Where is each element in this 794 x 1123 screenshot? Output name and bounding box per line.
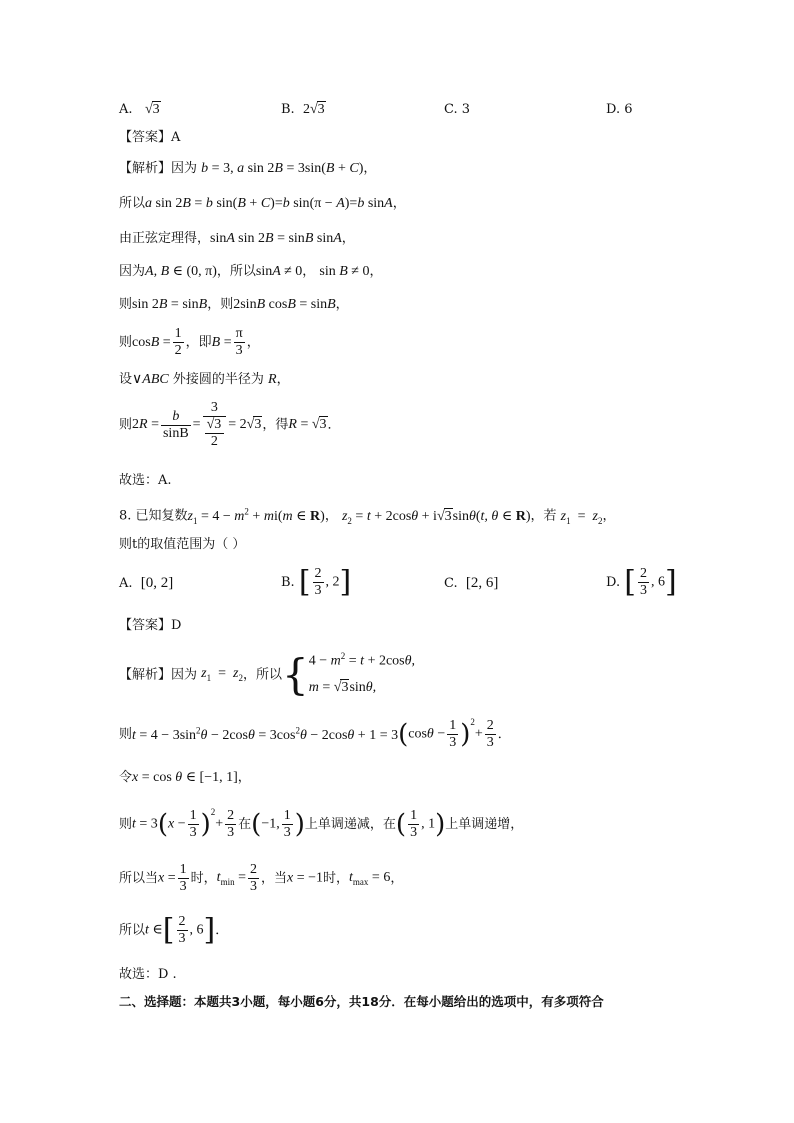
text: 8. 已知复数 xyxy=(119,508,188,524)
q8-option-a: A. [0, 2] xyxy=(119,575,174,591)
q7-option-a: A. √3 xyxy=(119,102,160,117)
text: 因为 xyxy=(119,264,146,279)
text: 则 xyxy=(119,335,133,351)
text: 时， xyxy=(190,871,217,887)
q7-final xyxy=(119,474,172,487)
analysis-label: 【解析】 xyxy=(119,161,172,176)
text: 时， xyxy=(323,871,350,887)
answer-value: D xyxy=(171,618,182,633)
q8-analysis-line-2: 则$t = 4 - 3\sin^2\theta - 2\cos\theta = 3\cos^2\theta - 2\cos\theta + 1 = 3(\cos\theta$ − $\frac{1}{3}$ )$^2$+ $\frac{2}{3}$ ． xyxy=(119,717,511,751)
q7-analysis-line-2: 所以a sin 2B = b sin(B + C)=b sin(π − A)=b sinA， xyxy=(119,196,406,211)
text: ，即 xyxy=(185,335,212,351)
q8-analysis-line-3: 令x = cos θ ∈ [−1, 1]， xyxy=(119,770,251,785)
answer-label: 【答案】 xyxy=(119,130,172,145)
q7-analysis-line-1: 【解析】因为 b = 3, a sin 2B = 3sin(B + C)， xyxy=(119,161,377,176)
text: 则 xyxy=(119,727,133,743)
text: 则 xyxy=(119,297,133,312)
q8-analysis-line-5: 所以当x = $\frac{1}{3}$ 时，$t_{min}$ = $\frac{2}{3}$ ，当x = −1时，$t_{max} = 6$， xyxy=(119,862,404,895)
q8-analysis-line-6: 所以t ∈[ $\frac{2}{3}$ , 6]． xyxy=(119,912,229,948)
option-text: 3 xyxy=(461,102,471,117)
q7-analysis-line-7: 设∨ABC 外接圆的半径为 R， xyxy=(119,372,290,387)
text: ，当 xyxy=(260,871,287,887)
option-text: 6 xyxy=(624,102,633,117)
answer-value: A xyxy=(171,130,181,145)
q7-option-b: B. 2√3 xyxy=(281,102,325,117)
q8-stem-line-1: 8. 已知复数$z_1 = 4 - m^2 + mi(m$ ∈ R)， $z_2 = t + 2\cos\theta + i√3\sin\theta(t$, θ ∈ R)，若 $z_1 = z_2$， xyxy=(119,506,616,526)
text: 上单调递增， xyxy=(445,817,524,833)
text: 所以 xyxy=(119,196,146,211)
option-letter: A. xyxy=(119,102,133,117)
q7-option-d xyxy=(606,103,633,116)
q8-stem-line-2 xyxy=(119,538,245,551)
text: 所以 xyxy=(119,871,146,887)
q8-analysis-line-1: 【解析】因为 $z_1 = z_2$，所以{$4 - m^2 = t + 2\cos\theta$, m = √3sinθ, xyxy=(119,649,416,699)
q7-option-c xyxy=(444,103,470,116)
text: ，所以 xyxy=(216,264,256,279)
option-letter: C. xyxy=(444,102,458,117)
q7-analysis-line-6: 则cosB = $\frac{1}{2}$ ，即B = $\frac{\pi}{3}$ ， xyxy=(119,326,260,359)
text: 由正弦定理得， xyxy=(119,231,211,246)
text: 上单调递减，在 xyxy=(304,817,396,833)
text: 因为 xyxy=(171,667,198,683)
text: ，若 xyxy=(530,508,557,524)
text: ，所以 xyxy=(242,667,282,683)
q7-analysis-line-4: 因为A, B ∈ (0, π)，所以sinA ≠ 0， sin B ≠ 0， xyxy=(119,264,383,279)
q8-option-d: D. [ $\frac{2}{3}$ , 6] xyxy=(606,564,677,600)
text: 外接圆的半径为 xyxy=(172,372,264,387)
option-letter: B. xyxy=(281,102,295,117)
text: 二、选择题：本题共3小题，每小题6分，共18分．在每小题给出的选项中，有多项符合 xyxy=(119,994,604,1009)
text: 则t的取值范围为（ ） xyxy=(119,537,246,552)
analysis-label: 【解析】 xyxy=(119,667,172,683)
text: 设 xyxy=(119,372,133,387)
text: 因为 xyxy=(171,161,198,176)
q7-analysis-line-5: 则sin 2B = sinB，则2sinB cosB = sinB， xyxy=(119,297,349,312)
answer-label: 【答案】 xyxy=(119,618,172,633)
text: ，则 xyxy=(207,297,234,312)
text: 所以 xyxy=(119,923,146,939)
q8-final xyxy=(119,968,177,981)
q8-answer xyxy=(119,619,181,632)
text: 故选：D . xyxy=(119,967,177,982)
q8-analysis-line-4: 则t = 3(x − $\frac{1}{3}$ )$^2$+ $\frac{2}{3}$ 在(−1, $\frac{1}{3}$ )上单调递减，在( $\frac{1}{3}$ , 1)上单调递增， xyxy=(119,807,524,841)
section-heading xyxy=(119,996,604,1009)
text: 故选：A. xyxy=(119,473,172,488)
q7-analysis-line-3: 由正弦定理得，sinA sin 2B = sinB sinA， xyxy=(119,231,355,246)
text: 令 xyxy=(119,770,133,785)
q7-answer xyxy=(119,131,180,144)
option-letter: D. xyxy=(606,102,621,117)
text: 则 xyxy=(119,417,133,433)
q8-option-c: C. [2, 6] xyxy=(444,575,499,591)
q7-analysis-line-8: 则2R = $\frac{b}{\sin B}$ = $\frac{3}{\frac{√3}{2}}$ = 2√3，得R = √3． xyxy=(119,400,341,450)
text: ，得 xyxy=(262,417,289,433)
text: 则 xyxy=(119,817,133,833)
q8-option-b: B. [ $\frac{2}{3}$ , 2] xyxy=(281,564,352,600)
